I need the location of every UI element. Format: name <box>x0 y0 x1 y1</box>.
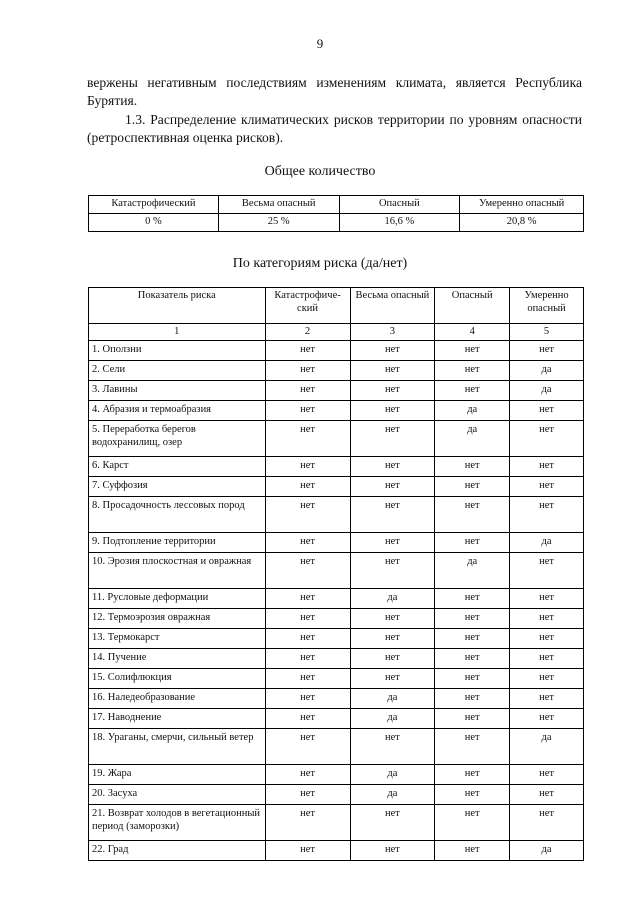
risk-row <box>89 553 584 589</box>
risk-value-cell: нет <box>265 841 350 861</box>
risk-name-cell: 13. Термокарст <box>89 629 266 649</box>
risk-header-cell: Умеренно опасный <box>510 288 584 324</box>
risk-value-cell: нет <box>510 765 584 785</box>
risk-row <box>89 805 584 841</box>
risk-value-cell: нет <box>350 649 435 669</box>
risk-value-cell: нет <box>435 669 510 689</box>
risk-value-cell: нет <box>510 497 584 533</box>
risk-header-cell: Весьма опасный <box>350 288 435 324</box>
risk-name-cell: 11. Русловые деформации <box>89 589 266 609</box>
risk-name-cell: 2. Сели <box>89 361 266 381</box>
risk-value-cell: нет <box>265 401 350 421</box>
risk-value-cell: нет <box>350 381 435 401</box>
summary-header-cell: Опасный <box>339 196 460 214</box>
risk-name-cell: 5. Переработка берегов водохранилищ, озер <box>89 421 266 457</box>
risk-value-cell: нет <box>435 629 510 649</box>
column-number: 4 <box>435 324 510 341</box>
risk-value-cell: нет <box>265 729 350 765</box>
risk-value-cell: нет <box>435 689 510 709</box>
risk-row <box>89 709 584 729</box>
risk-value-cell: нет <box>350 609 435 629</box>
risk-header-row <box>89 288 584 324</box>
risk-row <box>89 477 584 497</box>
risk-value-cell: нет <box>265 649 350 669</box>
risk-name-cell: 15. Солифлюкция <box>89 669 266 689</box>
risk-value-cell: нет <box>510 709 584 729</box>
risk-value-cell: нет <box>510 401 584 421</box>
risk-name-cell: 20. Засуха <box>89 785 266 805</box>
summary-value-cell: 20,8 % <box>460 214 584 232</box>
risk-name-cell: 1. Оползни <box>89 341 266 361</box>
risk-row <box>89 589 584 609</box>
risk-row <box>89 785 584 805</box>
risk-value-cell: нет <box>350 805 435 841</box>
risk-row <box>89 381 584 401</box>
risk-name-cell: 21. Возврат холодов в вегетационный период (заморозки) <box>89 805 266 841</box>
risk-row <box>89 421 584 457</box>
risk-value-cell: нет <box>510 649 584 669</box>
column-number: 5 <box>510 324 584 341</box>
risk-row <box>89 629 584 649</box>
risk-number-row <box>89 324 584 341</box>
summary-header-cell: Катастрофический <box>89 196 219 214</box>
risk-value-cell: нет <box>265 421 350 457</box>
risk-value-cell: нет <box>510 629 584 649</box>
risk-row <box>89 689 584 709</box>
risk-row <box>89 361 584 381</box>
risk-value-cell: нет <box>435 457 510 477</box>
risk-value-cell: да <box>350 785 435 805</box>
risk-value-cell: нет <box>265 477 350 497</box>
risk-row <box>89 669 584 689</box>
risk-value-cell: нет <box>350 401 435 421</box>
summary-value-row <box>89 214 584 232</box>
risk-value-cell: да <box>435 421 510 457</box>
risk-name-cell: 3. Лавины <box>89 381 266 401</box>
risk-value-cell: нет <box>265 785 350 805</box>
risk-value-cell: нет <box>435 361 510 381</box>
risk-value-cell: нет <box>265 629 350 649</box>
risk-header-cell: Показатель риска <box>89 288 266 324</box>
risk-value-cell: нет <box>350 497 435 533</box>
risk-row <box>89 841 584 861</box>
risk-header-cell: Опасный <box>435 288 510 324</box>
risk-value-cell: нет <box>435 533 510 553</box>
risk-value-cell: нет <box>350 341 435 361</box>
risk-value-cell: нет <box>435 709 510 729</box>
summary-table <box>88 195 584 232</box>
column-number: 1 <box>89 324 266 341</box>
risk-value-cell: да <box>350 709 435 729</box>
risk-name-cell: 16. Наледеобразование <box>89 689 266 709</box>
risk-value-cell: нет <box>350 457 435 477</box>
summary-header-cell: Умеренно опасный <box>460 196 584 214</box>
risk-value-cell: нет <box>265 553 350 589</box>
risk-value-cell: нет <box>265 669 350 689</box>
risk-value-cell: нет <box>265 341 350 361</box>
risk-value-cell: да <box>510 729 584 765</box>
risk-value-cell: да <box>350 589 435 609</box>
risk-name-cell: 22. Град <box>89 841 266 861</box>
risk-row <box>89 765 584 785</box>
risk-name-cell: 14. Пучение <box>89 649 266 669</box>
risk-value-cell: нет <box>350 629 435 649</box>
risk-value-cell: нет <box>265 689 350 709</box>
risk-value-cell: нет <box>435 609 510 629</box>
risk-value-cell: нет <box>265 381 350 401</box>
risk-value-cell: нет <box>265 589 350 609</box>
summary-value-cell: 16,6 % <box>339 214 460 232</box>
risk-value-cell: да <box>435 553 510 589</box>
summary-heading: Общее количество <box>264 164 376 179</box>
categories-heading: По категориям риска (да/нет) <box>232 256 408 271</box>
risk-value-cell: нет <box>510 689 584 709</box>
risk-name-cell: 8. Просадочность лессовых пород <box>89 497 266 533</box>
risk-row <box>89 457 584 477</box>
summary-value-cell: 0 % <box>89 214 219 232</box>
risk-value-cell: нет <box>350 669 435 689</box>
risk-name-cell: 6. Карст <box>89 457 266 477</box>
risk-value-cell: нет <box>350 421 435 457</box>
risk-value-cell: нет <box>510 669 584 689</box>
risk-name-cell: 12. Термоэрозия овражная <box>89 609 266 629</box>
paragraph-1: вержены негативным последствиям изменениям климата, является Республика Бурятия. <box>87 75 582 108</box>
risk-value-cell: нет <box>265 533 350 553</box>
risk-value-cell: нет <box>435 649 510 669</box>
risk-value-cell: нет <box>435 341 510 361</box>
risk-value-cell: да <box>510 361 584 381</box>
risk-value-cell: нет <box>350 729 435 765</box>
risk-value-cell: нет <box>265 457 350 477</box>
page-number: 9 <box>316 36 324 51</box>
risk-value-cell: да <box>350 689 435 709</box>
risk-row <box>89 341 584 361</box>
risk-name-cell: 7. Суффозия <box>89 477 266 497</box>
risk-value-cell: нет <box>435 805 510 841</box>
risk-value-cell: нет <box>510 553 584 589</box>
risk-name-cell: 17. Наводнение <box>89 709 266 729</box>
risk-row <box>89 497 584 533</box>
risk-value-cell: нет <box>265 609 350 629</box>
risk-value-cell: да <box>435 401 510 421</box>
risk-value-cell: нет <box>435 497 510 533</box>
risk-value-cell: нет <box>510 805 584 841</box>
column-number: 3 <box>350 324 435 341</box>
risk-value-cell: да <box>510 381 584 401</box>
risk-value-cell: нет <box>265 805 350 841</box>
summary-header-cell: Весьма опасный <box>218 196 339 214</box>
risk-value-cell: нет <box>350 841 435 861</box>
risk-row <box>89 649 584 669</box>
risk-name-cell: 10. Эрозия плоскостная и овражная <box>89 553 266 589</box>
summary-header-row <box>89 196 584 214</box>
risk-value-cell: нет <box>435 589 510 609</box>
risk-value-cell: нет <box>350 361 435 381</box>
risk-row <box>89 729 584 765</box>
risk-name-cell: 19. Жара <box>89 765 266 785</box>
risk-value-cell: нет <box>510 785 584 805</box>
risk-value-cell: нет <box>435 765 510 785</box>
risk-value-cell: нет <box>435 841 510 861</box>
risk-value-cell: нет <box>350 477 435 497</box>
risk-categories-table <box>88 287 584 861</box>
risk-value-cell: нет <box>265 497 350 533</box>
risk-name-cell: 4. Абразия и термоабразия <box>89 401 266 421</box>
risk-header-cell: Катастрофиче-ский <box>265 288 350 324</box>
risk-value-cell: нет <box>510 341 584 361</box>
risk-value-cell: нет <box>350 533 435 553</box>
risk-value-cell: нет <box>510 609 584 629</box>
risk-value-cell: нет <box>510 589 584 609</box>
risk-row <box>89 533 584 553</box>
summary-value-cell: 25 % <box>218 214 339 232</box>
risk-value-cell: нет <box>435 381 510 401</box>
risk-value-cell: нет <box>510 421 584 457</box>
risk-value-cell: нет <box>510 477 584 497</box>
risk-row <box>89 401 584 421</box>
risk-name-cell: 18. Ураганы, смерчи, сильный ветер <box>89 729 266 765</box>
risk-value-cell: нет <box>265 765 350 785</box>
risk-value-cell: нет <box>435 785 510 805</box>
risk-value-cell: нет <box>350 553 435 589</box>
risk-value-cell: да <box>510 533 584 553</box>
risk-value-cell: да <box>350 765 435 785</box>
risk-value-cell: нет <box>265 709 350 729</box>
column-number: 2 <box>265 324 350 341</box>
paragraph-2: 1.3. Распределение климатических рисков территории по уровням опасности (ретроспективная оценка рисков). <box>87 112 582 145</box>
risk-row <box>89 609 584 629</box>
risk-value-cell: да <box>510 841 584 861</box>
risk-name-cell: 9. Подтопление территории <box>89 533 266 553</box>
risk-value-cell: нет <box>265 361 350 381</box>
risk-value-cell: нет <box>510 457 584 477</box>
risk-value-cell: нет <box>435 729 510 765</box>
risk-value-cell: нет <box>435 477 510 497</box>
